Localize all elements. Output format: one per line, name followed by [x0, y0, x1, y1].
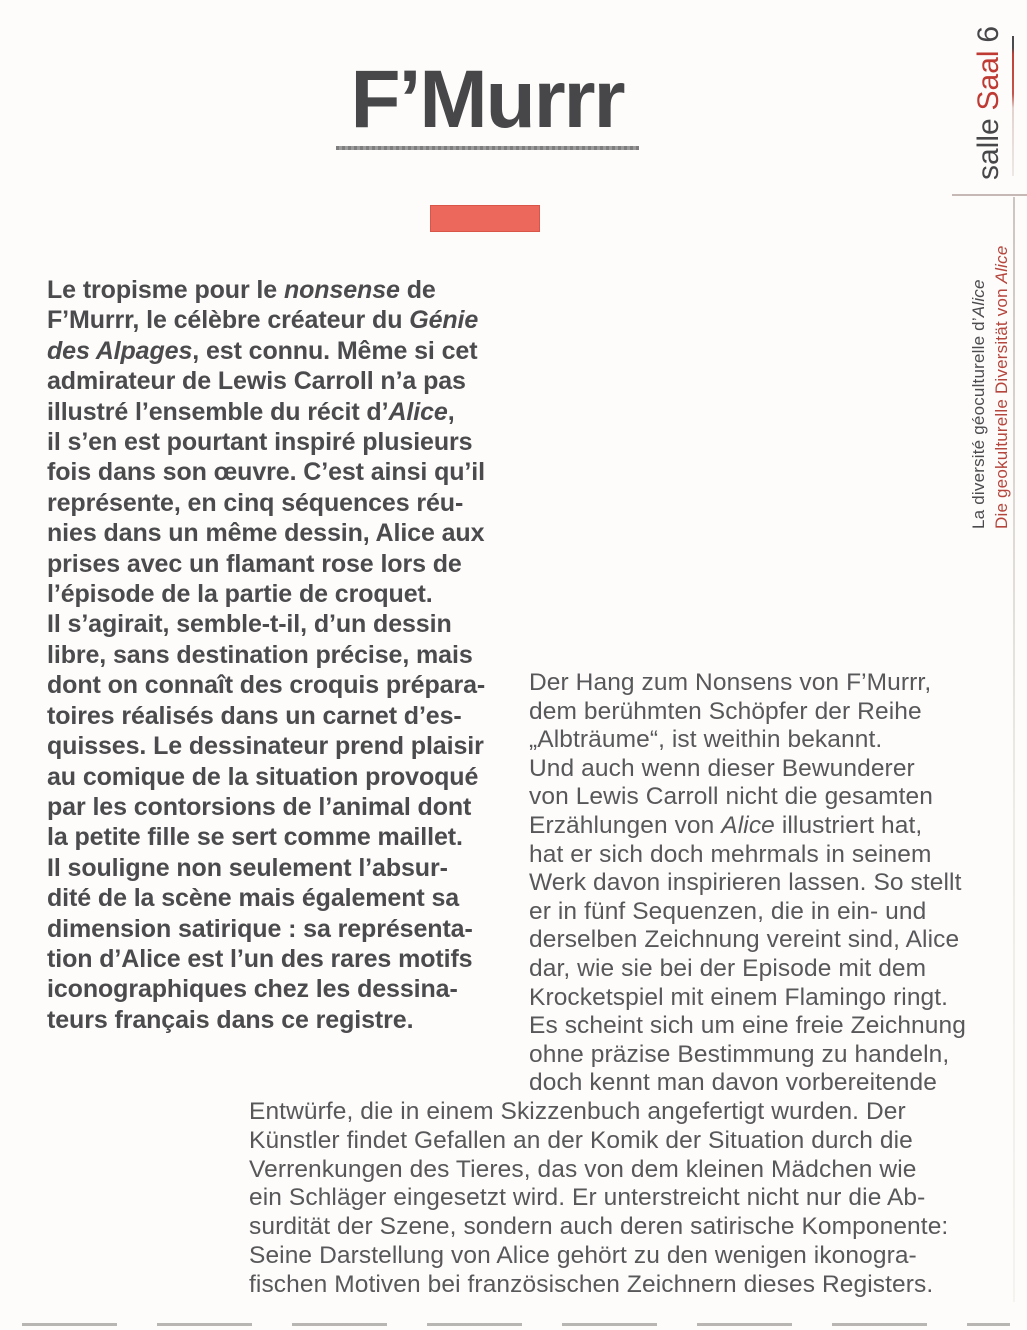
section-divider [952, 194, 1027, 196]
french-text-column [47, 275, 485, 1035]
text-line: Il s’agirait, semble-t-il, d’un dessin [47, 610, 452, 639]
theme-label-german: Die geokulturelle Diversität von Alice [992, 245, 1011, 529]
text-line: Und auch wenn dieser Bewunderer [529, 754, 915, 782]
page-title: F’Murrr [350, 54, 624, 145]
text-line: fischen Motiven bei französischen Zeichnern dieses Registers. [249, 1270, 934, 1298]
text-line: Es scheint sich um eine freie Zeichnung [529, 1012, 966, 1040]
german-continuation-block [249, 1098, 948, 1300]
text-line: tion d’Alice est l’un des rares motifs [47, 944, 473, 973]
text-line: doch kennt man davon vorbereitende [529, 1069, 937, 1097]
scan-edge-artifact [22, 1323, 1010, 1326]
text-line: Krocketspiel mit einem Flamingo ringt. [529, 983, 949, 1011]
text-line: Le tropisme pour le nonsense de [47, 276, 436, 304]
text-line: ein Schläger eingesetzt wird. Er unterstreicht nicht nur die Ab- [249, 1184, 926, 1212]
room-label [970, 25, 1008, 180]
text-line: l’épisode de la partie de croquet. [47, 580, 433, 609]
text-line: au comique de la situation provoqué [47, 762, 479, 791]
edge-rule-upper [1012, 36, 1014, 176]
text-line: Erzählungen von Alice illustriert hat, [529, 811, 923, 839]
text-line: dité de la scène mais également sa [47, 884, 460, 913]
text-line: iconographiques chez les dessina- [47, 975, 458, 1004]
text-line: dem berühmten Schöpfer der Reihe [529, 697, 922, 725]
room-label-german: Saal [972, 50, 1005, 111]
text-line: des Alpages, est connu. Même si cet [47, 336, 478, 365]
title-underline [336, 146, 639, 150]
text-line: par les contorsions de l’animal dont [47, 792, 472, 821]
text-line: surdität der Szene, sondern auch deren satirische Komponente: [249, 1213, 949, 1241]
text-line: Verrenkungen des Tieres, das von dem kleinen Mädchen wie [249, 1155, 917, 1183]
theme-label-french: La diversité géoculturelle d’Alice [969, 279, 988, 529]
accent-bar [430, 205, 540, 232]
text-line: Entwürfe, die in einem Skizzenbuch angefertigt wurden. Der [249, 1098, 906, 1125]
text-line: illustré l’ensemble du récit d’Alice, [47, 397, 455, 426]
text-line: la petite fille se sert comme maillet. [47, 823, 463, 852]
text-line: libre, sans destination précise, mais [47, 640, 473, 669]
text-line: er in fünf Sequenzen, die in ein- und [529, 897, 927, 925]
text-line: von Lewis Carroll nicht die gesamten [529, 783, 933, 811]
text-line: prises avec un flamant rose lors de [47, 549, 462, 578]
text-line: Künstler findet Gefallen an der Komik der Situation durch die [249, 1126, 913, 1154]
text-line: F’Murrr, le célèbre créateur du Génie [47, 306, 479, 335]
text-line: représente, en cinq séquences réu- [47, 488, 464, 517]
text-line: Der Hang zum Nonsens von F’Murrr, [529, 669, 932, 696]
text-line: nies dans un même dessin, Alice aux [47, 519, 485, 548]
text-line: hat er sich doch mehrmals in seinem [529, 840, 932, 868]
room-label-rotated [970, 25, 1008, 180]
text-line: Seine Darstellung von Alice gehört zu den wenigen ikonogra- [249, 1241, 917, 1269]
text-line: admirateur de Lewis Carroll n’a pas [47, 367, 466, 396]
room-number: 6 [972, 25, 1005, 43]
text-line: Werk davon inspirieren lassen. So stellt [529, 869, 962, 897]
text-line: il s’en est pourtant inspiré plusieurs [47, 428, 473, 457]
exhibition-theme-label [967, 221, 1015, 529]
text-line: dar, wie sie bei der Episode mit dem [529, 954, 927, 982]
text-line: fois dans son œuvre. C’est ainsi qu’il [47, 458, 485, 487]
room-label-french: salle [972, 118, 1005, 180]
text-line: quisses. Le dessinateur prend plaisir [47, 732, 484, 761]
text-line: dimension satirique : sa représenta- [47, 914, 473, 943]
theme-label-rotated [967, 221, 1013, 529]
text-line: dont on connaît des croquis prépara- [47, 671, 486, 700]
german-text-column [529, 669, 966, 1098]
text-line: Il souligne non seulement l’absur- [47, 853, 448, 882]
text-line: „Albträume“, ist weithin bekannt. [529, 726, 883, 754]
text-line: teurs français dans ce registre. [47, 1005, 414, 1034]
text-line: derselben Zeichnung vereint sind, Alice [529, 926, 960, 954]
edge-rule-lower [1013, 197, 1015, 1302]
text-line: toires réalisés dans un carnet d’es- [47, 701, 462, 730]
text-line: ohne präzise Bestimmung zu handeln, [529, 1040, 950, 1068]
